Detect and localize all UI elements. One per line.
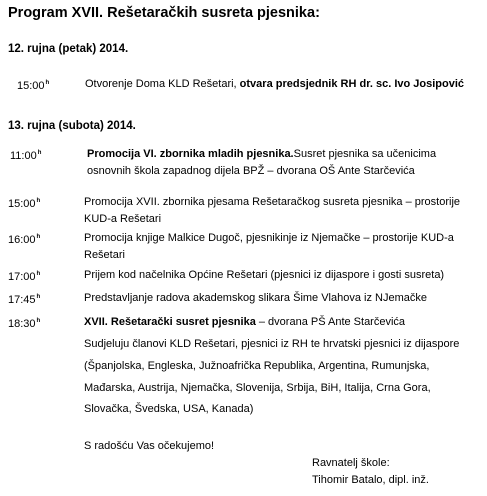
signature-role: Ravnatelj škole: bbox=[312, 457, 390, 469]
event-time: 15:00$^h$ bbox=[8, 198, 41, 210]
event-time: 18:30$^h$ bbox=[8, 318, 41, 330]
day1-date: 12. rujna (petak) 2014. bbox=[8, 43, 129, 55]
event-description: Promocija XVII. zbornika pjesama Rešetaračkog susreta pjesnika – prostorije bbox=[84, 196, 461, 208]
day2-date: 13. rujna (subota) 2014. bbox=[8, 120, 136, 132]
event-description-line: KUD-a Rešetari bbox=[84, 213, 162, 225]
event-description: Prijem kod načelnika Općine Rešetari (pjesnici iz dijaspore i gosti susreta) bbox=[84, 269, 445, 281]
event-description: XVII. Rešetarački susret pjesnika – dvorana PŠ Ante Starčevića bbox=[84, 316, 406, 328]
event-time: 17:00$^h$ bbox=[8, 271, 41, 283]
event-description-line: Sudjeluju članovi KLD Rešetari, pjesnici iz RH te hrvatski pjesnici iz dijaspore bbox=[84, 338, 460, 350]
signature-name: Tihomir Batalo, dipl. inž. bbox=[312, 474, 429, 486]
event-description: Promocija VI. zbornika mladih pjesnika.Susret pjesnika sa učenicima bbox=[87, 148, 437, 160]
event-description-line: Slovačka, Švedska, USA, Kanada) bbox=[84, 403, 254, 415]
event-time: 11:00$^h$ bbox=[10, 150, 42, 162]
event-description: Promocija knjige Malkice Dugoč, pjesnikinje iz Njemačke – prostorije KUD-a bbox=[84, 232, 454, 244]
closing-message: S radošću Vas očekujemo! bbox=[84, 440, 215, 452]
event-time: 15:00$^h$ bbox=[17, 80, 50, 92]
event-description: Otvorenje Doma KLD Rešetari, otvara predsjednik RH dr. sc. Ivo Josipović bbox=[85, 78, 465, 90]
event-description-line: Rešetari bbox=[84, 249, 125, 261]
event-time: 17:45$^h$ bbox=[8, 294, 41, 306]
event-time: 16:00$^h$ bbox=[8, 234, 41, 246]
event-description-line: osnovnih škola zapadnog dijela BPŽ – dvorana OŠ Ante Starčevića bbox=[87, 165, 415, 177]
event-description-line: Mađarska, Austrija, Njemačka, Slovenija, Srbija, BiH, Italija, Crna Gora, bbox=[84, 382, 431, 394]
event-description-line: (Španjolska, Engleska, Južnoafrička Republika, Argentina, Rumunjska, bbox=[84, 360, 430, 372]
event-description: Predstavljanje radova akademskog slikara Šime Vlahova iz NJemačke bbox=[84, 292, 427, 304]
page-title: Program XVII. Rešetaračkih susreta pjesnika: bbox=[8, 5, 320, 21]
